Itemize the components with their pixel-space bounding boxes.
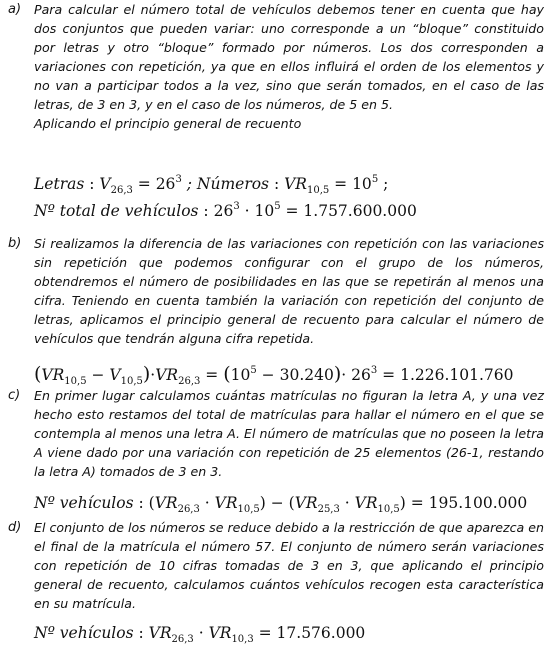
paragraph-a-text: Para calcular el número total de vehículos debemos tener en cuenta que hay dos conjuntos que pueden variar: uno corresponde a un “bloque” constituido por letras y otro “bloque” formado por números. Los dos corresponden a variaciones con repetición, ya que en ellos influirá el orden de los elementos y no van a participar todos a la vez, sino que serán tomados, en el caso de las letras, de 3 en 3, y en el caso de los números, de 5 en 5. — [34, 2, 544, 112]
marker-d: d) — [8, 520, 22, 535]
formula-b: $(VR_{10,5} - V_{10,5})\cdot VR_{26,3} = (10^5 - 30.240)\cdot 26^3 = 1.226.101.760$ — [34, 363, 514, 387]
paragraph-b: Si realizamos la diferencia de las variaciones con repetición con las variaciones sin repetición que podemos configurar con el grupo de los números, obtendremos el número de posibilidades en las que se repetirán al menos una cifra. Teniendo en cuenta también la variación con repetición del conjunto de letras, aplicamos el principio general de recuento para calcular el número de vehículos que tendrán alguna cifra repetida. — [34, 236, 544, 346]
formula-a-2: Nº total de vehículos : $26^3 \cdot 10^5 = 1.757.600.000$ — [34, 201, 417, 220]
marker-c: c) — [8, 388, 21, 403]
paragraph-c: En primer lugar calculamos cuántas matrículas no figuran la letra A, y una vez hecho esto restamos del total de matrículas para hallar el número en el que se contempla al menos una letra A. El número de matrículas que no poseen la letra A viene dado por una variación con repetición de 25 elementos (26-1, restando la letra A) tomados de 3 en 3. — [34, 388, 544, 479]
formula-d: Nº vehículos : $VR_{26,3} \cdot VR_{10,3} = 17.576.000$ — [34, 624, 366, 645]
formula-a-1: Letras : $V_{26,3} = 26^3$ ; Números : $VR_{10,5} = 10^5$ ; — [34, 174, 389, 196]
paragraph-a — [34, 0, 544, 133]
marker-b: b) — [8, 236, 22, 251]
paragraph-d: El conjunto de los números se reduce debido a la restricción de que aparezca en el final de la matrícula el número 57. El conjunto de número serán variaciones con repetición de 10 cifras tomadas de 3 en 3, que aplicando el principio general de recuento, calculamos cuántos vehículos recogen esta característica en su matrícula. — [34, 520, 544, 611]
marker-a: a) — [8, 2, 22, 17]
paragraph-a-lead: Aplicando el principio general de recuento — [34, 116, 302, 131]
formula-c: Nº vehículos : $(VR_{26,3} \cdot VR_{10,5}) - (VR_{25,3} \cdot VR_{10,5}) = 195.100.000$ — [34, 494, 528, 515]
